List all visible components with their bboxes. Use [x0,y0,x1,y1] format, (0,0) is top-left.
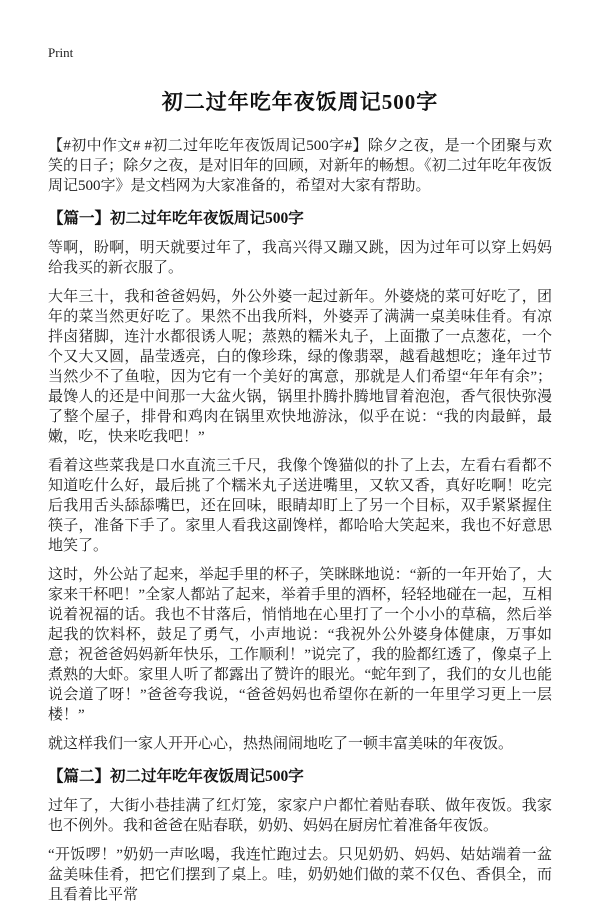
print-bar [48,44,552,62]
page-title: 初二过年吃年夜饭周记500字 [161,90,439,114]
paragraph: 这时，外公站了起来，举起手里的杯子，笑眯眯地说：“新的一年开始了，大家来干杯吧！”全家人都站了起来，举着手里的酒杯，轻轻地碰在一起，互相说着祝福的话。我也不甘落后，悄悄地在心里打了一个小小的草稿，然后举起我的饮料杯，鼓足了勇气，小声地说：“我祝外公外婆身体健康，万事如意；祝爸爸妈妈新年快乐，工作顺利！”说完了，我的脸都红透了，像桌子上煮熟的大虾。家里人听了都露出了赞许的眼光。“蛇年到了，我们的女儿也能说会道了呀！”爸爸夸我说，“爸爸妈妈也希望你在新的一年里学习更上一层楼！” [48,567,552,723]
paragraph: 大年三十，我和爸爸妈妈，外公外婆一起过新年。外婆烧的菜可好吃了，团年的菜当然更好吃了。果然不出我所料，外婆弄了满满一桌美味佳肴。有凉拌卤猪脚，连汁水都很诱人呢；蒸熟的糯米丸子，上面撒了一点葱花，一个个又大又圆，晶莹透亮，白的像珍珠，绿的像翡翠，越看越想吃；逢年过节当然少不了鱼啦，因为它有一个美好的寓意，那就是人们希望“年年有余”；最馋人的还是中间那一大盆火锅，锅里扑腾扑腾地冒着泡泡，香气很快弥漫了整个屋子，排骨和鸡肉在锅里欢快地游泳，似乎在说：“我的肉最鲜，最嫩，吃，快来吃我吧！” [48,289,552,445]
paragraph: 看着这些菜我是口水直流三千尺，我像个馋猫似的扑了上去，左看右看都不知道吃什么好，最后挑了个糯米丸子送进嘴里，又软又香，真好吃啊！吃完后我用舌头舔舔嘴巴，还在回味，眼睛却盯上了另一个目标，双手紧紧握住筷子，准备下手了。家里人看我这副馋样，都哈哈大笑起来，我也不好意思地笑了。 [48,458,552,554]
intro-paragraph: 【#初中作文# #初二过年吃年夜饭周记500字#】除夕之夜，是一个团聚与欢笑的日子；除夕之夜，是对旧年的回顾，对新年的畅想。《初二过年吃年夜饭周记500字》是文档网为大家准备的，希望对大家有帮助。 [48,138,552,194]
print-link[interactable]: Print [48,45,74,60]
document-body [48,136,552,905]
paragraph: “开饭啰！”奶奶一声吆喝，我连忙跑过去。只见奶奶、妈妈、姑姑端着一盆盆美味佳肴，把它们摆到了桌上。哇，奶奶她们做的菜不仅色、香俱全，而且看着比平常 [48,847,552,903]
section-heading-2: 【篇二】初二过年吃年夜饭周记500字 [48,768,304,785]
paragraph: 过年了，大街小巷挂满了红灯笼，家家户户都忙着贴春联、做年夜饭。我家也不例外。我和爸爸在贴春联，奶奶、妈妈在厨房忙着准备年夜饭。 [48,798,552,834]
section-heading-1: 【篇一】初二过年吃年夜饭周记500字 [48,210,304,227]
paragraph: 等啊，盼啊，明天就要过年了，我高兴得又蹦又跳，因为过年可以穿上妈妈给我买的新衣服了。 [48,240,552,276]
paragraph: 就这样我们一家人开开心心，热热闹闹地吃了一顿丰富美味的年夜饭。 [48,736,514,752]
